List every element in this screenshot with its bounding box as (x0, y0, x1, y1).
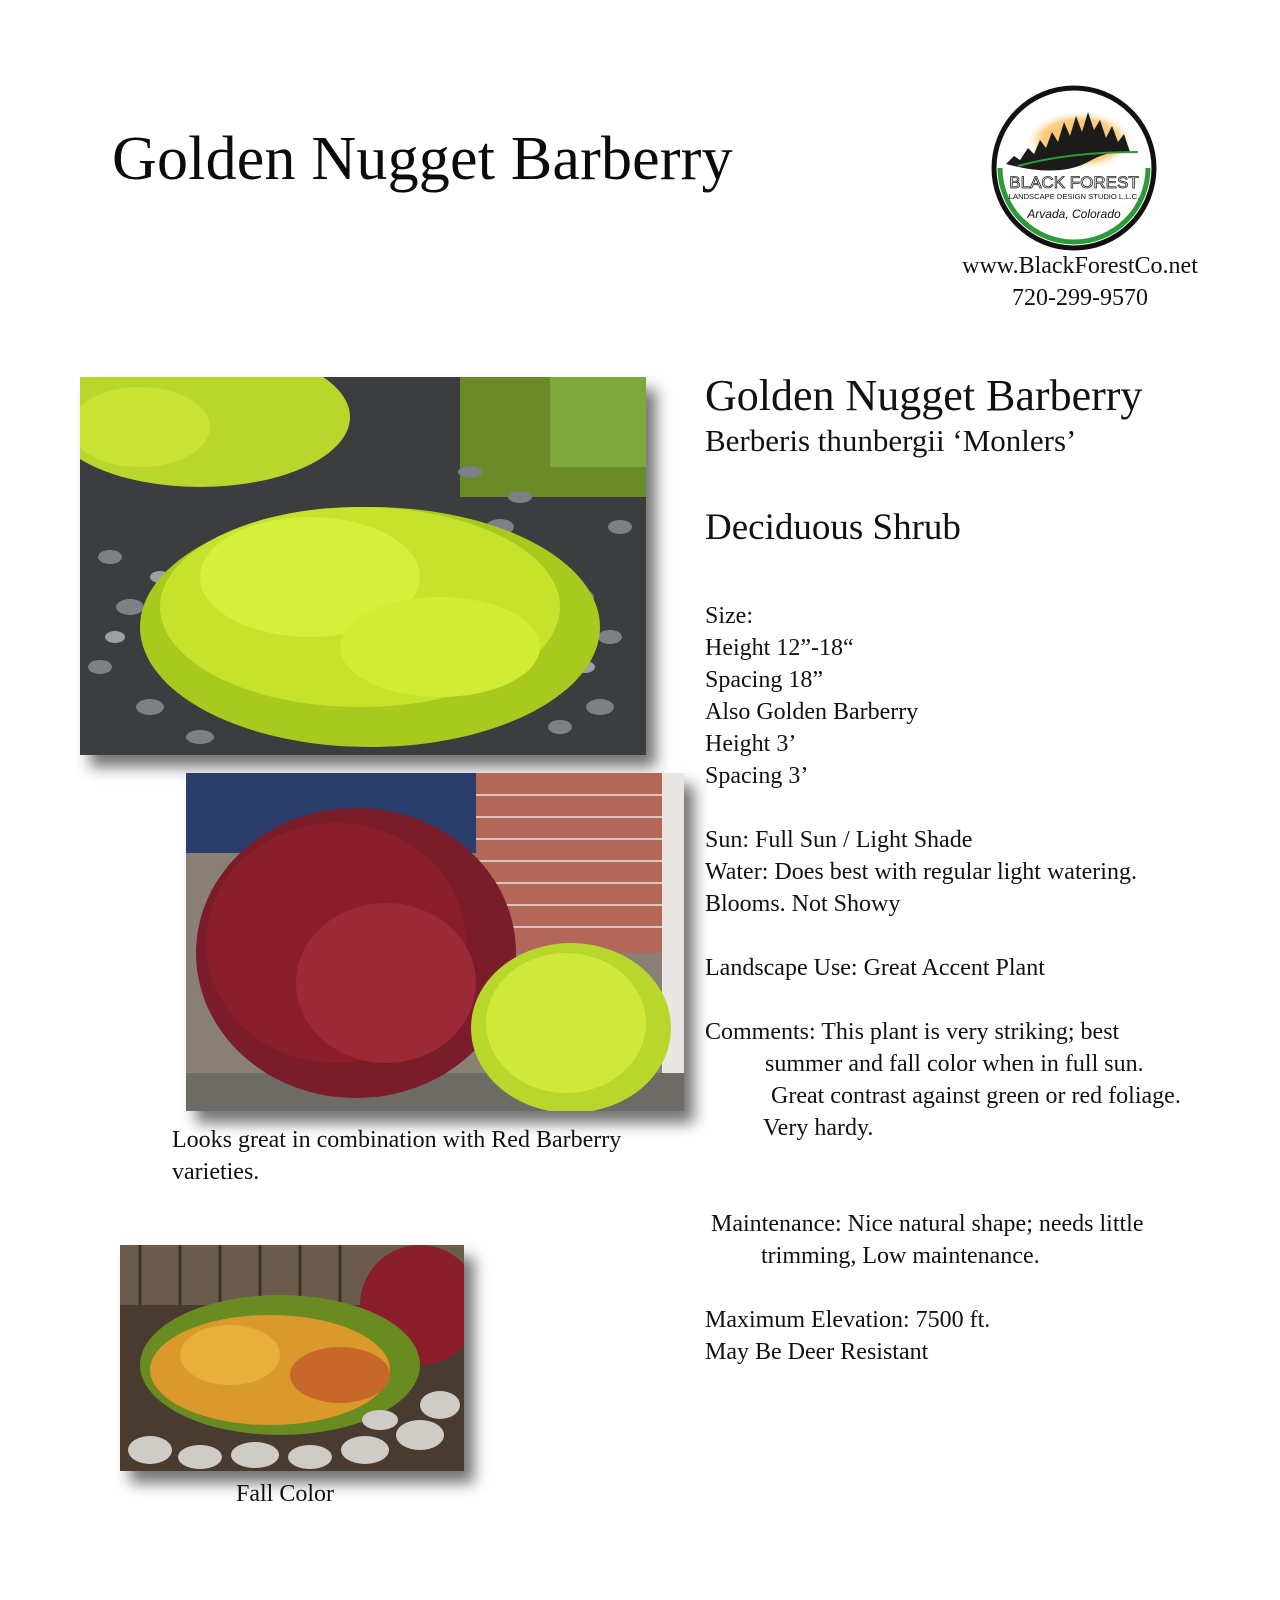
elevation-section (705, 1304, 990, 1368)
logo-subtitle-text: LANDSCAPE DESIGN STUDIO L.L.C. (1008, 192, 1140, 201)
red-and-golden-barberry-photo (186, 773, 684, 1111)
comments-line: Very hardy. (763, 1115, 874, 1141)
size-section (705, 600, 918, 792)
comments-line: summer and fall color when in full sun. (765, 1051, 1144, 1077)
height-value: Height 12”-18“ (705, 635, 854, 661)
golden-barberry-photo (80, 377, 646, 755)
landscape-use: Landscape Use: Great Accent Plant (705, 955, 1045, 981)
sun-requirement: Sun: Full Sun / Light Shade (705, 827, 973, 853)
maintenance-section (711, 1208, 1144, 1272)
also-height-value: Height 3’ (705, 731, 797, 757)
company-logo (988, 82, 1160, 254)
size-label: Size: (705, 603, 753, 629)
logo-location-text: Arvada, Colorado (1027, 207, 1121, 221)
growing-conditions (705, 824, 1137, 920)
plant-common-name: Golden Nugget Barberry (705, 371, 1143, 420)
plant-type: Deciduous Shrub (705, 507, 961, 548)
max-elevation: Maximum Elevation: 7500 ft. (705, 1307, 991, 1333)
blooms-info: Blooms. Not Showy (705, 891, 901, 917)
comments-section (705, 1016, 1181, 1144)
deer-resistance: May Be Deer Resistant (705, 1339, 929, 1365)
maintenance-line: Maintenance: Nice natural shape; needs little (711, 1211, 1144, 1237)
website-link[interactable]: www.BlackForestCo.net (962, 253, 1198, 279)
fall-color-caption: Fall Color (236, 1481, 335, 1507)
page-title: Golden Nugget Barberry (112, 125, 733, 193)
spacing-value: Spacing 18” (705, 667, 823, 693)
water-requirement: Water: Does best with regular light watering. (705, 859, 1137, 885)
combination-caption: Looks great in combination with Red Barberry varieties. (172, 1127, 622, 1185)
comments-line: Comments: This plant is very striking; best (705, 1019, 1120, 1045)
also-variety: Also Golden Barberry (705, 699, 919, 725)
also-spacing-value: Spacing 3’ (705, 763, 809, 789)
fall-color-photo (120, 1245, 464, 1471)
maintenance-line: trimming, Low maintenance. (761, 1243, 1040, 1269)
comments-line: Great contrast against green or red foliage. (771, 1083, 1181, 1109)
logo-brand-text: BLACK FOREST (1009, 173, 1139, 192)
phone-number: 720-299-9570 (1012, 285, 1148, 311)
plant-botanical-name: Berberis thunbergii ‘Monlers’ (705, 423, 1077, 458)
